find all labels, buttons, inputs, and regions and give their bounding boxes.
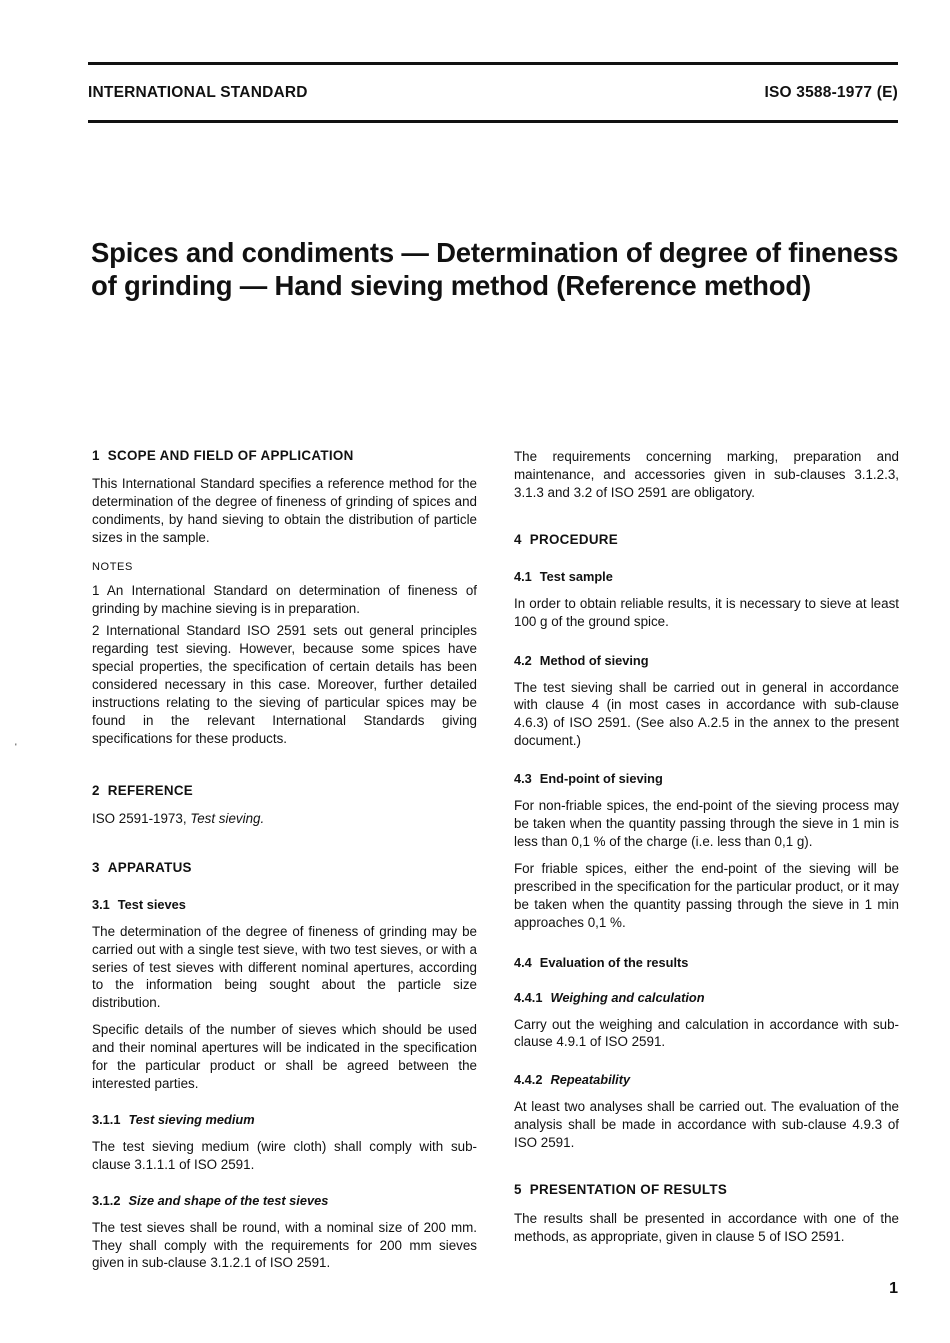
subsection-title: Size and shape of the test sieves xyxy=(128,1192,329,1208)
section-5-heading xyxy=(514,1182,899,1197)
document-title: Spices and condiments — Determination of degree of fineness of grinding — Hand sieving method (Reference method) xyxy=(91,237,899,301)
subsection-title: Evaluation of the results xyxy=(539,954,689,970)
left-column xyxy=(92,448,477,1272)
note-2: 2 International Standard ISO 2591 sets out general principles regarding test sieving. However, because some spices have special properties, the specification of certain details has been considered necessary in this case. Moreover, further detailed instructions relating to the sieving of particular spices may be found in the relevant International Standards giving specifications for these products. xyxy=(92,623,477,746)
subsection-4-3-para-2: For friable spices, either the end-point of the sieving will be prescribed in the specification for the particular product, or it may be taken when the quantity passing through the sieve in 1 min approaches 0,1 %. xyxy=(514,860,899,930)
subsection-4-3-heading xyxy=(514,771,899,786)
subsection-4-3-para-1: For non-friable spices, the end-point of the sieving process may be taken when the quantity passing through the sieve in 1 min is less than 0,1 % of the charge (i.e. less than 0,1 g). xyxy=(514,798,899,849)
section-number: 2 xyxy=(92,782,100,798)
subsection-number: 4.4 xyxy=(514,954,532,970)
section-5-body: The results shall be presented in accordance with one of the methods, as appropriate, given in clause 5 of ISO 2591. xyxy=(514,1211,899,1244)
section-3-heading xyxy=(92,860,477,875)
subsection-3-1-para-1: The determination of the degree of fineness of grinding may be carried out with a single test sieve, with two test sieves, or with a series of test sieves with different nominal apertures, according to the information being sought about the particle size distribution. xyxy=(92,923,477,1011)
reference-entry xyxy=(92,810,477,828)
subsection-title: End-point of sieving xyxy=(539,771,663,787)
subsection-number: 4.2 xyxy=(514,652,532,668)
margin-mark: ' xyxy=(15,742,17,752)
subsection-title: Test sieves xyxy=(117,896,186,912)
subsection-number: 3.1 xyxy=(92,896,110,912)
subsection-3-1-2-heading xyxy=(92,1193,477,1208)
subsection-3-1-para-2: Specific details of the number of sieves which should be used and their nominal apertures will be indicated in the specification for the particular product or shall be agreed between the interested parties. xyxy=(92,1022,477,1091)
subsection-3-1-1-heading xyxy=(92,1112,477,1127)
section-4-heading xyxy=(514,532,899,547)
note-1: 1 An International Standard on determination of fineness of grinding by machine sieving is in preparation. xyxy=(92,582,477,616)
subsection-title: Test sample xyxy=(539,568,613,584)
subsection-title: Weighing and calculation xyxy=(550,989,705,1005)
subsection-4-4-1-body: Carry out the weighing and calculation in accordance with sub-clause 4.9.1 of ISO 2591. xyxy=(514,1016,899,1050)
section-3-continuation: The requirements concerning marking, preparation and maintenance, and accessories given in sub-clauses 3.1.2.3, 3.1.3 and 3.2 of ISO 2591 are obligatory. xyxy=(514,449,899,500)
subsection-number: 4.4.1 xyxy=(514,989,543,1005)
reference-title: Test sieving. xyxy=(190,810,265,826)
page-number: 1 xyxy=(889,1280,898,1297)
header-rule-bottom xyxy=(88,120,898,123)
subsection-title: Repeatability xyxy=(550,1072,631,1088)
section-number: 1 xyxy=(92,448,100,463)
subsection-3-1-heading xyxy=(92,897,477,912)
subsection-3-1-2-body: The test sieves shall be round, with a nominal size of 200 mm. They shall comply with the requirements for 200 mm sieves given in sub-clause 3.1.2.1 of ISO 2591. xyxy=(92,1219,477,1271)
section-number: 4 xyxy=(514,531,522,547)
section-number: 5 xyxy=(514,1182,522,1198)
section-2-heading xyxy=(92,783,477,798)
header-standard-number: ISO 3588-1977 (E) xyxy=(764,84,898,101)
right-column xyxy=(514,448,899,1246)
subsection-4-4-2-body: At least two analyses shall be carried out. The evaluation of the analysis shall be made in accordance with sub-clause 4.9.3 of ISO 2591. xyxy=(514,1099,899,1151)
subsection-number: 3.1.2 xyxy=(92,1192,121,1208)
header-standard-label: INTERNATIONAL STANDARD xyxy=(88,84,308,101)
subsection-number: 4.1 xyxy=(514,568,532,584)
section-title: REFERENCE xyxy=(107,782,194,798)
subsection-4-4-1-heading xyxy=(514,990,899,1005)
subsection-4-4-2-heading xyxy=(514,1072,899,1087)
subsection-3-1-1-body: The test sieving medium (wire cloth) shall comply with sub-clause 3.1.1.1 of ISO 2591. xyxy=(92,1138,477,1172)
section-1-heading xyxy=(92,448,477,463)
reference-text: ISO 2591-1973, xyxy=(92,810,191,826)
subsection-4-1-body: In order to obtain reliable results, it is necessary to sieve at least 100 g of the ground spice. xyxy=(514,595,899,629)
subsection-number: 4.4.2 xyxy=(514,1072,543,1088)
header-rule-top xyxy=(88,62,898,65)
section-1-body: This International Standard specifies a reference method for the determination of the degree of fineness of grinding of spices and condiments, by hand sieving to obtain the distribution of particle sizes in the sample. xyxy=(92,476,477,545)
subsection-4-2-heading xyxy=(514,653,899,668)
subsection-number: 4.3 xyxy=(514,771,532,787)
subsection-title: Method of sieving xyxy=(539,652,649,668)
subsection-4-4-heading xyxy=(514,955,899,970)
subsection-4-2-body: The test sieving shall be carried out in general in accordance with clause 4 (in most cases in accordance with sub-clause 4.6.3) of ISO 2591. (See also A.2.5 in the annex to the present document.) xyxy=(514,679,899,749)
subsection-4-1-heading xyxy=(514,569,899,584)
notes-heading: NOTES xyxy=(92,560,133,573)
section-number: 3 xyxy=(92,859,100,875)
section-title: PROCEDURE xyxy=(529,531,619,547)
section-title: PRESENTATION OF RESULTS xyxy=(529,1182,728,1198)
section-title: SCOPE AND FIELD OF APPLICATION xyxy=(107,448,354,463)
subsection-number: 3.1.1 xyxy=(92,1111,121,1127)
subsection-title: Test sieving medium xyxy=(128,1111,255,1127)
section-title: APPARATUS xyxy=(107,859,192,875)
